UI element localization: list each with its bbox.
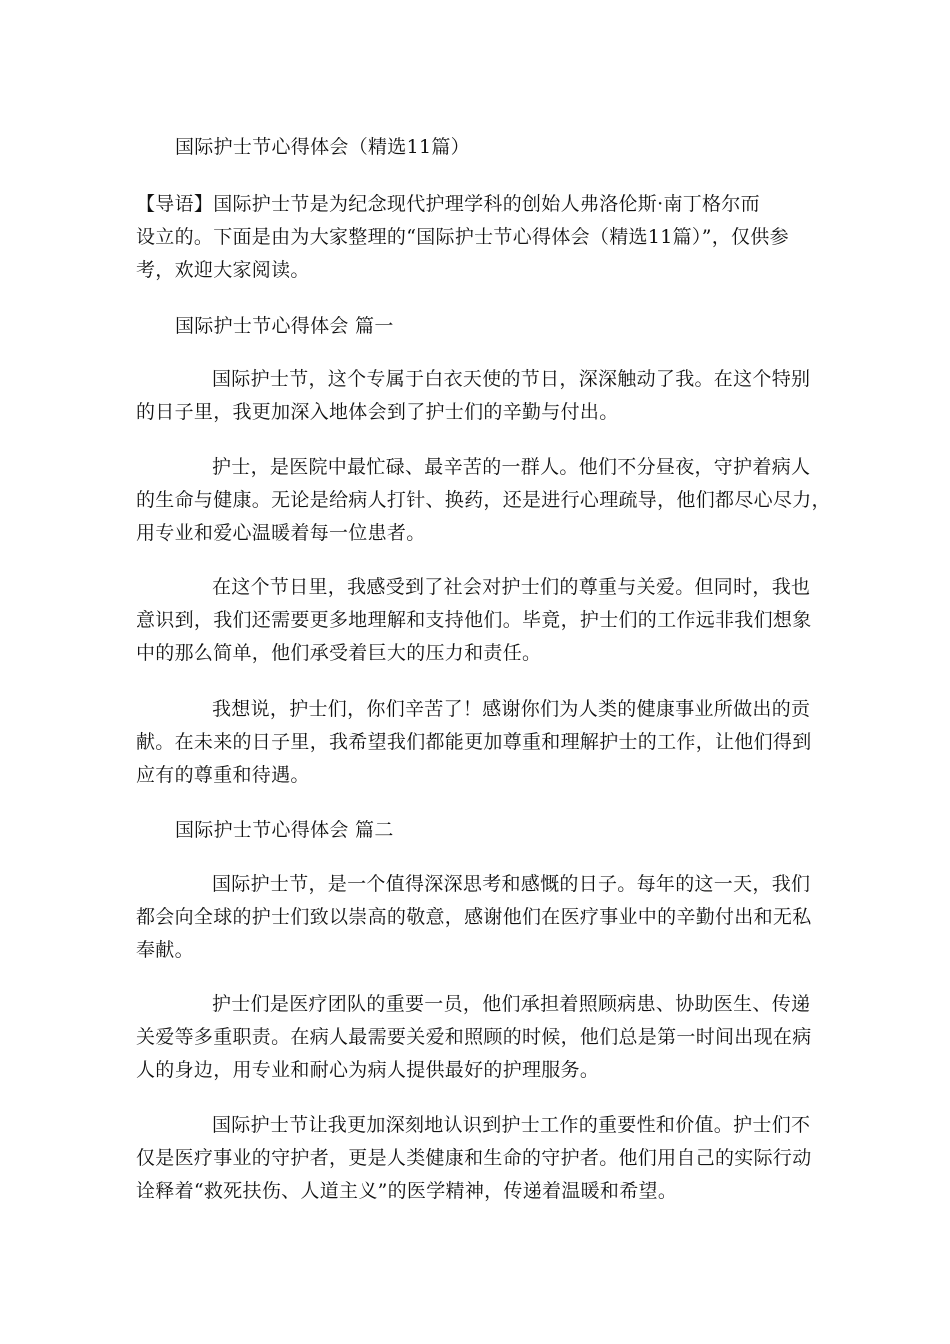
paragraph-line: 国际护士节，是一个值得深深思考和感慨的日子。每年的这一天，我们 — [212, 873, 811, 895]
paragraph-line: 诠释着“救死扶伤、人道主义”的医学精神，传递着温暖和希望。 — [136, 1180, 678, 1202]
paragraph-line: 关爱等多重职责。在病人最需要关爱和照顾的时候，他们总是第一时间出现在病 — [136, 1026, 812, 1048]
paragraph-line: 献。在未来的日子里，我希望我们都能更加尊重和理解护士的工作，让他们得到 — [136, 731, 812, 753]
paragraph-line: 都会向全球的护士们致以崇高的敬意，感谢他们在医疗事业中的辛勤付出和无私 — [136, 906, 812, 928]
paragraph-line: 仅是医疗事业的守护者，更是人类健康和生命的守护者。他们用自己的实际行动 — [136, 1147, 812, 1169]
intro-line: 【导语】国际护士节是为纪念现代护理学科的创始人弗洛伦斯·南丁格尔而 — [136, 193, 760, 215]
intro-line: 设立的。下面是由为大家整理的“国际护士节心得体会（精选11篇）”，仅供参 — [136, 226, 789, 248]
paragraph-line: 国际护士节让我更加深刻地认识到护士工作的重要性和价值。护士们不 — [212, 1114, 811, 1136]
section-heading: 国际护士节心得体会 篇二 — [175, 819, 394, 841]
paragraph-line: 意识到，我们还需要更多地理解和支持他们。毕竟，护士们的工作远非我们想象 — [136, 609, 812, 631]
document-title: 国际护士节心得体会（精选11篇） — [175, 136, 470, 158]
paragraph-line: 应有的尊重和待遇。 — [136, 764, 310, 786]
intro-line: 考，欢迎大家阅读。 — [136, 259, 310, 281]
paragraph-line: 用专业和爱心温暖着每一位患者。 — [136, 522, 426, 544]
paragraph-line: 奉献。 — [136, 939, 194, 961]
paragraph-line: 护士们是医疗团队的重要一员，他们承担着照顾病患、协助医生、传递 — [212, 993, 811, 1015]
paragraph-line: 的生命与健康。无论是给病人打针、换药，还是进行心理疏导，他们都尽心尽力， — [136, 489, 831, 511]
paragraph-line: 的日子里，我更加深入地体会到了护士们的辛勤与付出。 — [136, 401, 619, 423]
paragraph-line: 人的身边，用专业和耐心为病人提供最好的护理服务。 — [136, 1059, 600, 1081]
paragraph-line: 国际护士节，这个专属于白衣天使的节日，深深触动了我。在这个特别 — [212, 368, 811, 390]
paragraph-line: 我想说，护士们，你们辛苦了！感谢你们为人类的健康事业所做出的贡 — [212, 698, 811, 720]
paragraph-line: 中的那么简单，他们承受着巨大的压力和责任。 — [136, 642, 542, 664]
paragraph-line: 护士，是医院中最忙碌、最辛苦的一群人。他们不分昼夜，守护着病人 — [212, 456, 811, 478]
section-heading: 国际护士节心得体会 篇一 — [175, 315, 394, 337]
paragraph-line: 在这个节日里，我感受到了社会对护士们的尊重与关爱。但同时，我也 — [212, 576, 811, 598]
